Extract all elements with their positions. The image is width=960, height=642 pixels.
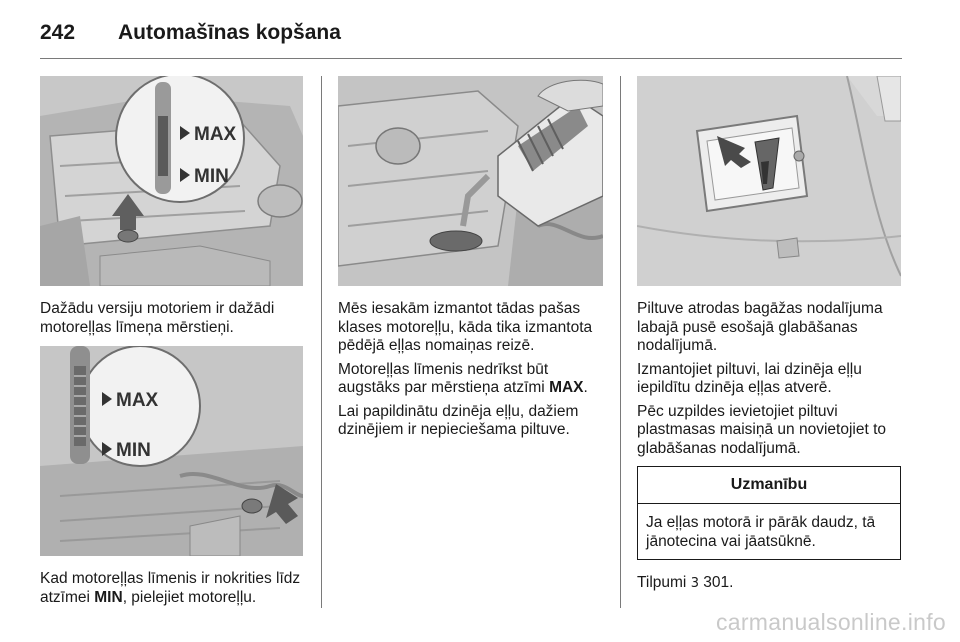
engine-dipstick-illustration (40, 76, 303, 286)
column-divider-2 (620, 76, 621, 608)
paragraph-dipstick-versions: Dažādu versiju motoriem ir dažādi motoreļļas līmeņa mērstieņi. (40, 300, 275, 336)
paragraph-funnel-needed: Lai papildinātu dzinēja eļļu, dažiem dzinējiem ir nepieciešama piltuve. (338, 402, 579, 438)
column-2 (338, 76, 603, 440)
dipstick-max-mark: MAX (194, 124, 237, 145)
chapter-title: Automašīnas kopšana (118, 21, 341, 44)
column-3 (637, 76, 901, 594)
engine-dipstick-illustration-2 (40, 346, 303, 556)
paragraph-refill-instruction (40, 570, 303, 607)
ref-arrow-icon: 3 (690, 576, 699, 591)
figure-trunk-compartment (637, 76, 901, 286)
oil-max-text-part2: . (583, 379, 588, 396)
trunk-compartment-illustration (637, 76, 901, 286)
page-number: 242 (40, 21, 76, 44)
column-1 (40, 76, 303, 607)
refill-text-part2: , pielejiet motoreļļu. (122, 588, 257, 606)
paragraph-funnel-use: Izmantojiet piltuvi, lai dzinēja eļļu iepildītu dzinēja eļļas atverē. (637, 360, 862, 396)
refill-text-min: MIN (94, 588, 123, 606)
caution-title: Uzmanību (638, 467, 900, 504)
figure-engine-dipstick (40, 76, 303, 286)
dipstick-min-mark: MIN (194, 166, 229, 187)
ref-label: Tilpumi (637, 574, 687, 591)
paragraph-oil-class: Mēs iesakām izmantot tādas pašas klases motoreļļu, kāda tika izmantota pēdējā eļļas nomaiņas reizē. (338, 300, 593, 354)
column-divider-1 (321, 76, 322, 608)
oil-max-text-part1: Motoreļļas līmenis nedrīkst būt augstāks par mērstieņa atzīmi (338, 360, 550, 396)
watermark: carmanualsonline.info (715, 609, 946, 635)
figure-oil-pouring (338, 76, 603, 286)
header-divider (40, 58, 902, 59)
paragraph-oil-max (338, 361, 603, 398)
paragraph-funnel-storage: Pēc uzpildes ievietojiet piltuvi plastmasas maisiņā un novietojiet to glabāšanas nodalījumā. (637, 402, 886, 457)
oil-pouring-illustration (338, 76, 603, 286)
caution-box (637, 466, 901, 560)
paragraph-funnel-location: Piltuve atrodas bagāžas nodalījuma labajā pusē esošajā glabāšanas nodalījumā. (637, 300, 883, 354)
cross-reference (637, 574, 901, 594)
dipstick2-max-mark: MAX (116, 390, 159, 411)
refill-text-part1: Kad motoreļļas līmenis ir nokrities līdz atzīmei (40, 570, 301, 606)
page-header (40, 18, 341, 48)
oil-max-text-max: MAX (549, 379, 584, 396)
dipstick2-min-mark: MIN (116, 440, 151, 461)
caution-text: Ja eļļas motorā ir pārāk daudz, tā jānotecina vai jāatsūknē. (646, 514, 876, 550)
ref-page-link[interactable]: 301. (703, 574, 734, 591)
figure-engine-dipstick-2 (40, 346, 303, 556)
